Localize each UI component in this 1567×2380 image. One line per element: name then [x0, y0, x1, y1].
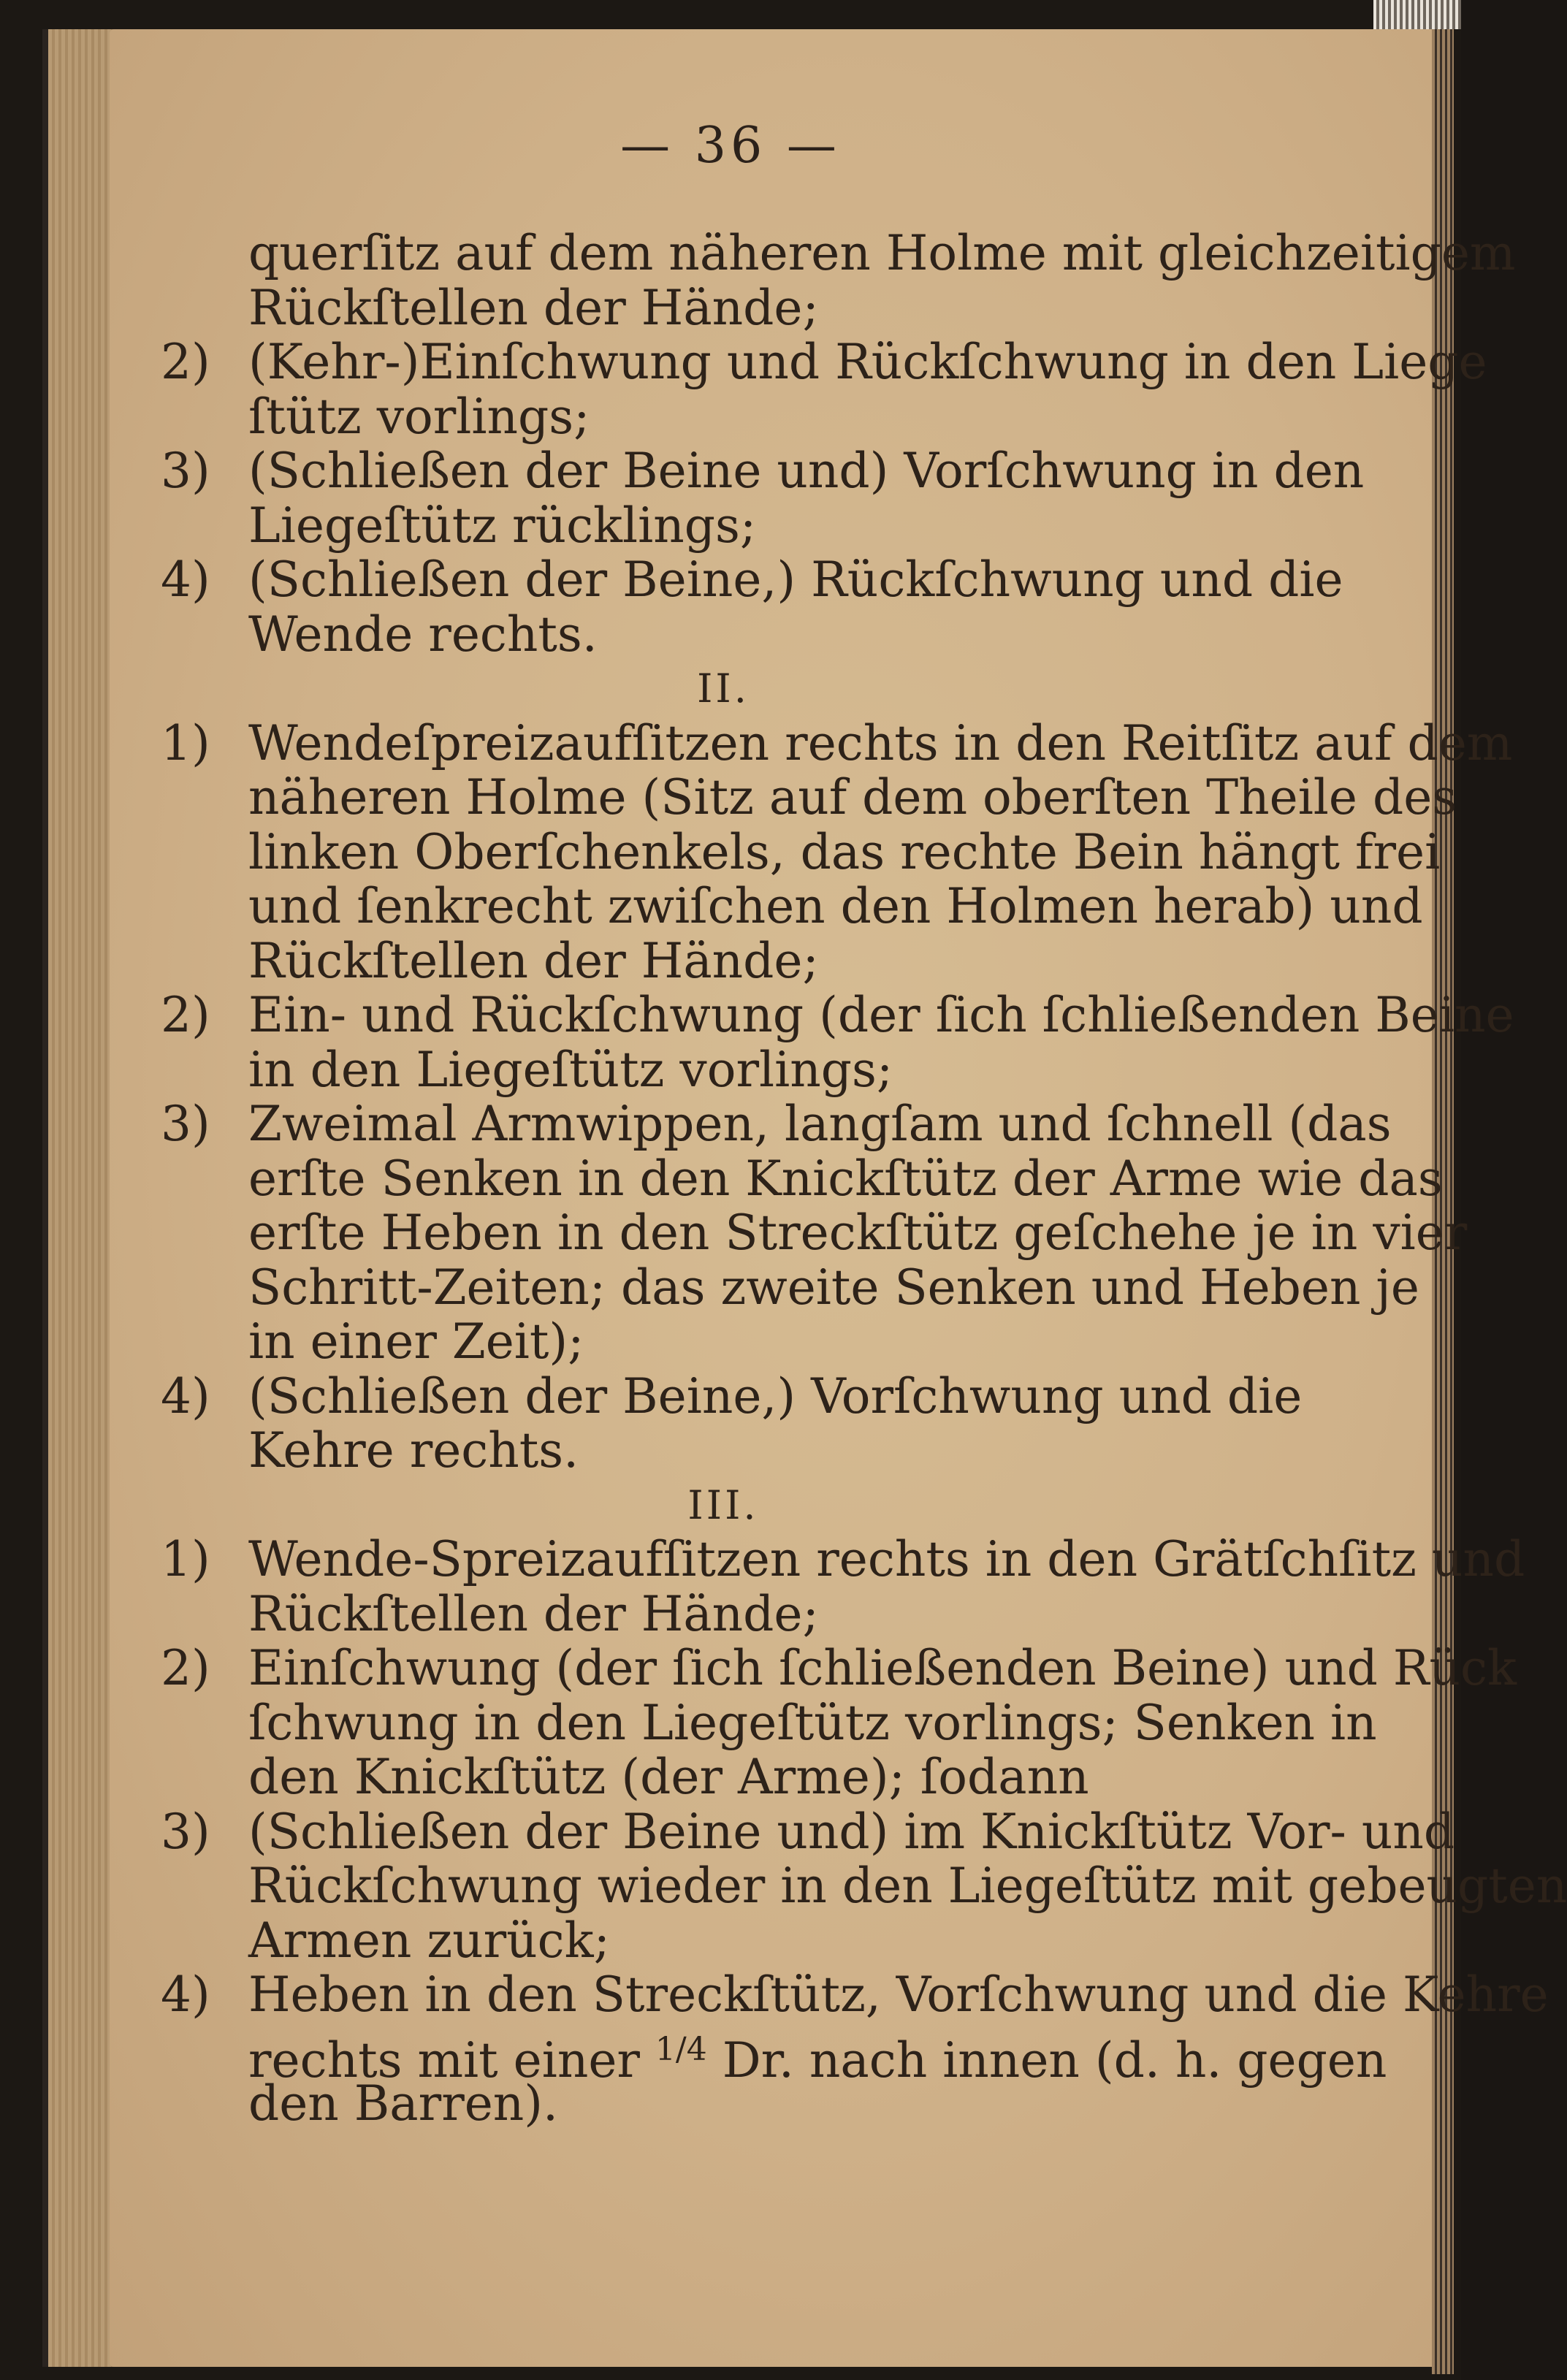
- line-text: Einſchwung (der ſich ſchließenden Beine) und Rück: [248, 1640, 1517, 1696]
- item-number: 4): [161, 1368, 210, 1424]
- item-number: 2): [161, 334, 210, 390]
- text-line: [248, 1205, 1468, 1261]
- line-text: querſitz auf dem näheren Holme mit gleichzeitigem: [248, 225, 1516, 281]
- line-text: erſte Heben in den Streckſtütz geſchehe je in vier: [248, 1205, 1468, 1261]
- line-text: ſtütz vorlings;: [248, 388, 590, 445]
- item-number: 4): [161, 1967, 210, 2023]
- line-text: ſchwung in den Liegeſtütz vorlings; Senken in: [248, 1694, 1377, 1751]
- line-text: in den Liegeſtütz vorlings;: [248, 1041, 893, 1098]
- item-number: 1): [161, 714, 210, 771]
- item-number: 3): [161, 1803, 210, 1860]
- line-text: und ſenkrecht zwiſchen den Holmen herab) und: [248, 878, 1423, 934]
- text-line: [248, 1261, 1446, 1316]
- text-line: [248, 2077, 1446, 2132]
- text-line: [248, 1858, 1567, 1914]
- text-line: [161, 1803, 1455, 1860]
- text-line: [248, 880, 1446, 934]
- item-number: 3): [161, 443, 210, 499]
- line-text: III.: [687, 1481, 759, 1528]
- item-number: 2): [161, 987, 210, 1043]
- text-line: [248, 1696, 1446, 1751]
- line-text: erſte Senken in den Knickſtütz der Arme wie das: [248, 1150, 1443, 1207]
- line-text: Wende rechts.: [248, 606, 598, 663]
- line-text: Rückſtellen der Hände;: [248, 1585, 819, 1642]
- line-text: Armen zurück;: [248, 1912, 610, 1969]
- line-text: (Schließen der Beine,) Rückſchwung und die: [248, 552, 1343, 608]
- line-text: Liegeſtütz rücklings;: [248, 497, 757, 554]
- text-line: [248, 2023, 1446, 2089]
- text-line: [161, 714, 1513, 771]
- text-line: [248, 1315, 1446, 1370]
- item-number: 3): [161, 1096, 210, 1152]
- text-line: [248, 1152, 1446, 1207]
- line-text: Rückſchwung wieder in den Liegeſtütz mit gebeugten: [248, 1858, 1567, 1914]
- text-line: [161, 334, 1487, 390]
- item-number: 4): [161, 552, 210, 608]
- text-line: [248, 390, 1446, 445]
- line-text: Zweimal Armwippen, langſam und ſchnell (das: [248, 1096, 1392, 1152]
- line-text: Schritt-Zeiten; das zweite Senken und Heben je: [248, 1259, 1419, 1316]
- line-text-rest: Dr. nach innen (d. h. gegen: [706, 2032, 1387, 2089]
- text-line: [161, 987, 1514, 1043]
- text-line: [161, 1368, 1446, 1424]
- text-line: [248, 825, 1446, 880]
- line-text: Kehre rechts.: [248, 1422, 579, 1479]
- line-text: Ein- und Rückſchwung (der ſich ſchließenden Beine: [248, 987, 1514, 1043]
- item-number: 2): [161, 1640, 210, 1696]
- line-text: (Schließen der Beine und) Vorſchwung in den: [248, 443, 1365, 499]
- text-line: [248, 499, 1446, 554]
- line-text: näheren Holme (Sitz auf dem oberſten Theile des: [248, 769, 1457, 825]
- text-line: [248, 225, 1516, 281]
- line-text: (Schließen der Beine,) Vorſchwung und die: [248, 1368, 1303, 1424]
- line-text: (Schließen der Beine und) im Knickſtütz Vor- und: [248, 1803, 1455, 1860]
- fraction: 1/4: [655, 2030, 707, 2068]
- line-text: rechts mit einer: [248, 2032, 640, 2089]
- line-text: Heben in den Streckſtütz, Vorſchwung und die Kehre: [248, 1967, 1549, 2023]
- book-top-edge: [1373, 0, 1461, 29]
- text-line: [248, 608, 1446, 663]
- text-line: [248, 934, 1446, 989]
- text-line: [161, 1531, 1525, 1587]
- text-line: [248, 1587, 1446, 1642]
- line-text: (Kehr-)Einſchwung und Rückſchwung in den Liege: [248, 334, 1487, 390]
- text-line: [248, 281, 1446, 336]
- line-text: Wendeſpreizaufſitzen rechts in den Reitſitz auf dem: [248, 714, 1513, 771]
- text-line: [161, 1096, 1446, 1152]
- section-heading: [248, 662, 1198, 717]
- line-text: Wende-Spreizaufſitzen rechts in den Grätſchſitz und: [248, 1531, 1525, 1587]
- text-line: [161, 1967, 1549, 2023]
- line-text: den Knickſtütz (der Arme); ſodann: [248, 1749, 1089, 1805]
- text-line: [248, 1914, 1446, 1969]
- line-text: den Barren).: [248, 2075, 559, 2132]
- text-line: [248, 1424, 1446, 1479]
- section-heading: [248, 1479, 1198, 1533]
- text-line: [161, 443, 1446, 499]
- item-number: 1): [161, 1531, 210, 1587]
- line-text: Rückſtellen der Hände;: [248, 932, 819, 989]
- line-text: II.: [697, 665, 750, 712]
- text-line: [161, 1640, 1517, 1696]
- body-text: [161, 225, 1567, 2132]
- page-number: — 36 —: [620, 117, 841, 175]
- text-line: [161, 552, 1446, 608]
- line-text: in einer Zeit);: [248, 1313, 584, 1370]
- text-line: [248, 1750, 1446, 1805]
- text-line: [248, 769, 1457, 825]
- line-text: linken Oberſchenkels, das rechte Bein hängt frei: [248, 823, 1441, 880]
- text-line: [248, 1043, 1446, 1098]
- line-text: Rückſtellen der Hände;: [248, 279, 819, 336]
